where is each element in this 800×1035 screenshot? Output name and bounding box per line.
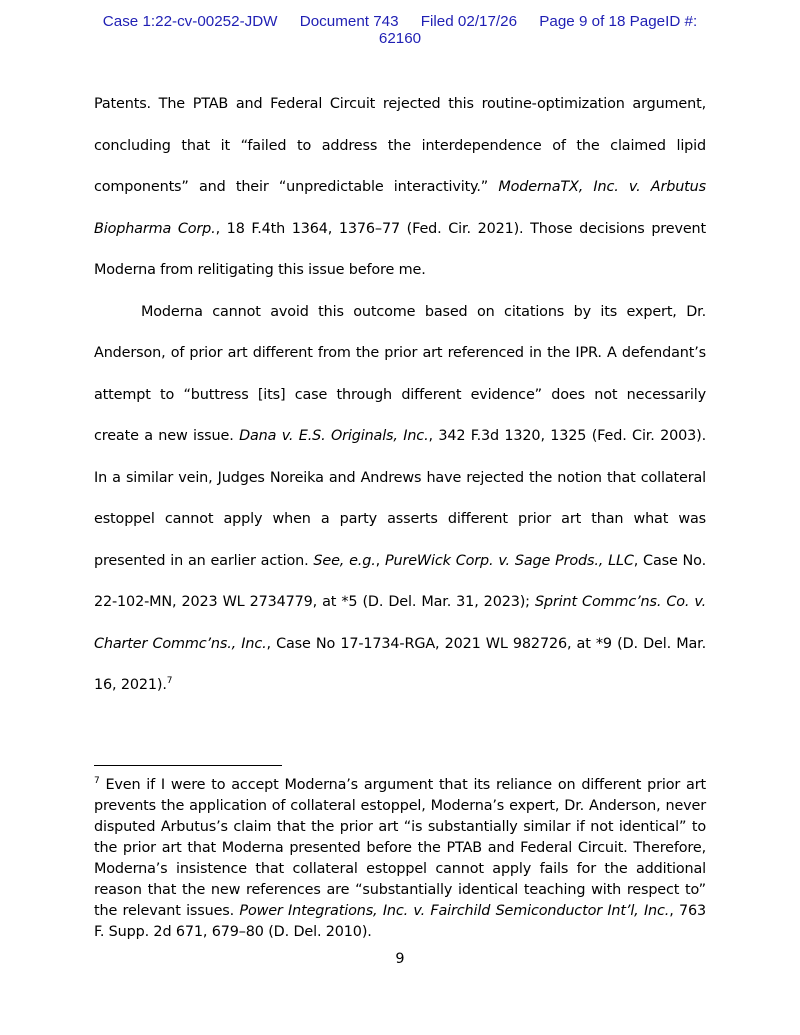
footnote-reference: 7 xyxy=(166,676,173,687)
footnote-7 xyxy=(94,775,706,943)
text-run: Moderna cannot avoid this outcome based on citations by its expert, Dr. Anderson, of prior art different from the prior art referenced in the IPR. A defendant’s attempt to “buttress [its] case through different evidence” does not necessarily create a new issue. xyxy=(94,303,706,444)
text-run: , 18 F.4th 1364, 1376–77 (Fed. Cir. 2021). Those decisions prevent Moderna from relitigating this issue before me. xyxy=(94,220,706,278)
paragraph-2 xyxy=(94,292,706,707)
text-run: , 342 F.3d 1320, 1325 (Fed. Cir. 2003). In a similar vein, Judges Noreika and Andrews have rejected the notion that collateral estoppel cannot apply when a party asserts different prior art than what was presented in an earlier action. xyxy=(94,428,706,569)
footnote-number: 7 xyxy=(94,776,100,787)
case-citation: Power Integrations, Inc. v. Fairchild Semiconductor Int’l, Inc. xyxy=(239,903,670,919)
case-number: Case 1:22-cv-00252-JDW xyxy=(102,13,278,30)
case-citation: Sprint Commc’ns. Co. v. Charter Commc’ns., Inc. xyxy=(94,594,706,652)
paragraph-1 xyxy=(94,84,706,292)
footnote-separator xyxy=(94,765,282,766)
page-number: 9 xyxy=(395,951,405,967)
document-number: Document 743 xyxy=(299,13,399,30)
text-run: Even if I were to accept Moderna’s argument that its reliance on different prior art prevents the application of collateral estoppel, Moderna’s expert, Dr. Anderson, never disputed Arbutus’s claim that the prior art “is substantially similar if not identical” to the prior art that Moderna presented before the PTAB and Federal Circuit. Therefore, Moderna’s insistence that collateral estoppel cannot apply fails for the additional reason that the new references are “substantially identical teaching with respect to” the relevant issues. xyxy=(94,777,706,919)
case-citation: PureWick Corp. v. Sage Prods., LLC xyxy=(384,552,634,569)
text-run: , Case No. 22-102-MN, 2023 WL 2734779, at *5 (D. Del. Mar. 31, 2023); xyxy=(94,552,707,610)
footnote-text xyxy=(94,775,706,943)
text-run: , 763 F. Supp. 2d 671, 679–80 (D. Del. 2010). xyxy=(94,903,706,940)
page-id: 62160 xyxy=(378,30,422,47)
case-citation: ModernaTX, Inc. v. Arbutus Biopharma Corp. xyxy=(94,179,706,237)
case-citation: Dana v. E.S. Originals, Inc. xyxy=(239,428,429,444)
text-run: , xyxy=(375,552,385,569)
text-run: , Case No 17-1734-RGA, 2021 WL 982726, at *9 (D. Del. Mar. 16, 2021). xyxy=(94,635,706,693)
page-count: Page 9 of 18 PageID #: xyxy=(539,13,698,30)
opinion-body xyxy=(94,84,706,707)
text-run: Patents. The PTAB and Federal Circuit rejected this routine-optimization argument, concluding that it “failed to address the interdependence of the claimed lipid components” and their “unpredictable interactivity.” xyxy=(94,96,706,195)
citation-signal: See, e.g. xyxy=(313,552,376,569)
filed-date: Filed 02/17/26 xyxy=(420,13,518,30)
court-filing-header xyxy=(0,13,800,47)
